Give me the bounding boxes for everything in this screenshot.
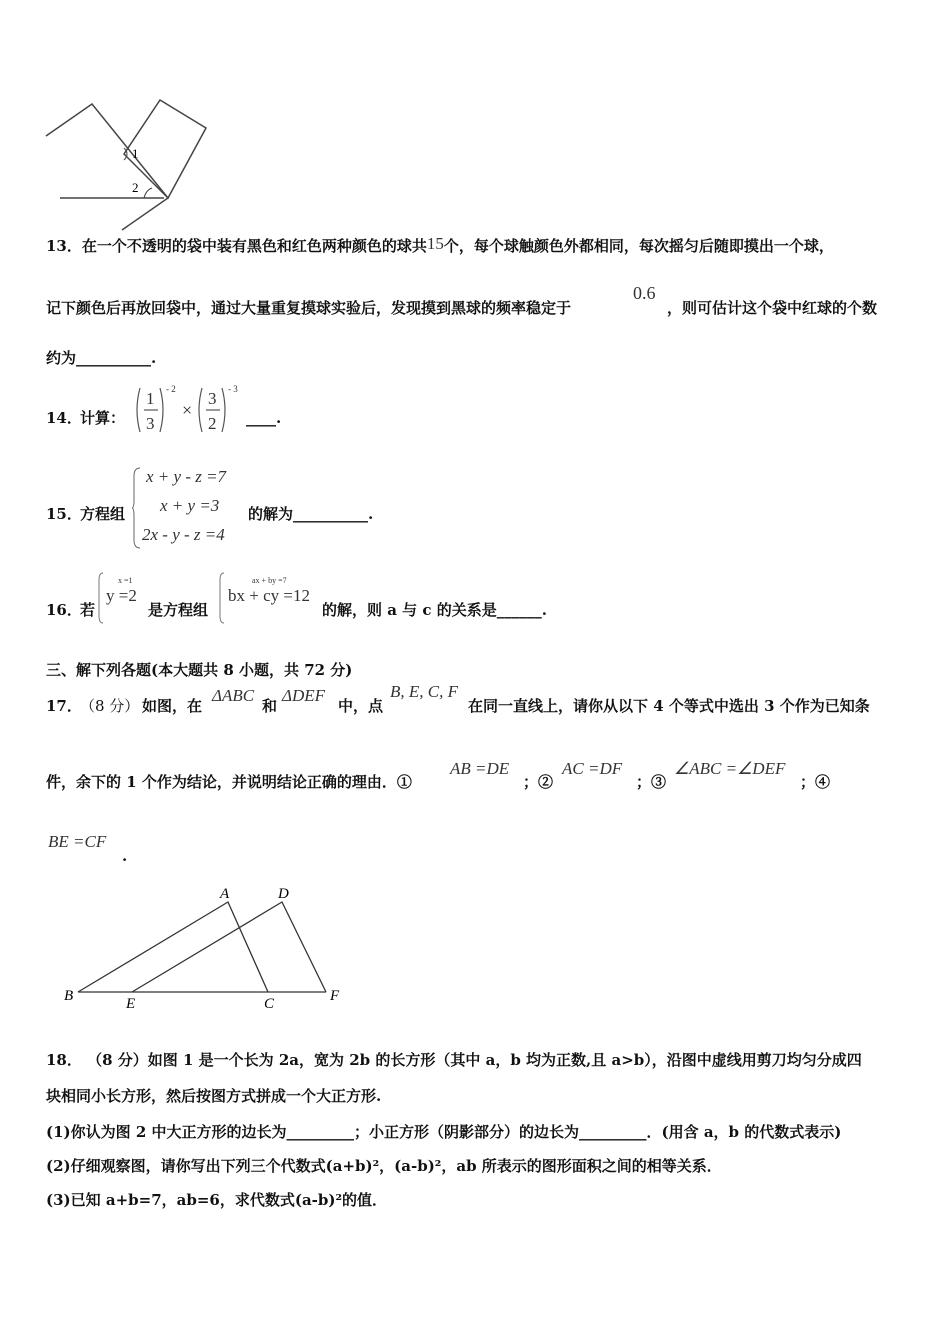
q16-mid: 是方程组 [148,601,209,619]
triangle-abc [78,902,268,992]
angle1-label: 1 [132,146,139,161]
q15-brace [132,466,142,550]
section3-heading: 三、解下列各题(本大题共 8 小题，共 72 分) [46,661,353,679]
q13-count: 15 [426,234,444,253]
q14-fraction2-numerator: 3 [208,389,217,408]
q17-he: 和 [262,697,278,715]
q17-triangle-abc: ΔABC [212,686,255,705]
triangle-def [132,902,326,992]
q14-right-paren-1 [160,388,163,432]
q14-fraction2-denominator: 2 [208,414,217,433]
q18-line1: 18． （8 分）如图 1 是一个长为 2a，宽为 2b 的长方形（其中 a，b 均为正数,且 a>b），沿图中虚线用剪刀均匀分成四 [46,1051,862,1069]
q14-fraction1-denominator: 3 [146,414,155,433]
q17-condition1: AB =DE [450,759,510,778]
q16-solution-x: x =1 [118,576,133,585]
q13-number: 13． [46,237,82,255]
q17-number: 17． [46,697,82,715]
q13-text-a: 在一个不透明的袋中装有黑色和红色两种颜色的球共 [81,237,427,255]
q17-sep1: ；② [523,773,554,791]
q17-sep2: ；③ [636,773,667,791]
q15-after: 的解为__________. [248,505,374,523]
q18-part3: (3)已知 a+b=7，ab=6，求代数式(a-b)²的值． [46,1191,388,1209]
top-rectangles-figure [40,96,215,206]
q13-line3: 约为__________. [46,349,157,367]
q14-label: 计算： [80,409,126,427]
angle2-arc [144,188,152,198]
q15-number: 15． [46,505,82,523]
q15-equation3: 2x - y - z =4 [142,525,225,544]
q17-condition2: AC =DF [562,759,623,778]
q15-equation1: x + y - z =7 [146,467,227,486]
q17-condition3: ∠ABC =∠DEF [674,759,786,778]
vertex-a: A [220,886,230,902]
q17-triangles-figure [60,884,360,1014]
q13-line2b: ，则可估计这个袋中红球的个数 [667,299,878,317]
q17-text1: 如图，在 [142,697,203,715]
q16-tail: 的解，则 a 与 c 的关系是______. [322,601,547,619]
vertex-c: C [264,996,275,1012]
q17-text4: 件，余下的 1 个作为结论，并说明结论正确的理由．① [46,773,412,791]
q15-equation2: x + y =3 [160,496,220,515]
q17-text3: 在同一直线上，请你从以下 4 个等式中选出 3 个作为已知条 [468,697,870,715]
q18-part1: (1)你认为图 2 中大正方形的边长为_________；小正方形（阴影部分）的边长为_________．(用含 a，b 的代数式表示) [46,1123,842,1141]
q17-points: B, E, C, F [390,682,458,701]
q16-number: 16． [46,601,82,619]
q14-left-paren-1 [137,388,140,432]
q16-brace1 [98,572,104,624]
q16-solution-y: y =2 [106,586,137,605]
q17-score: （8 分） [80,697,140,715]
vertex-d: D [278,886,289,902]
q14-expression [132,382,244,438]
q14-exponent2: - 3 [228,384,238,394]
angle2-label: 2 [132,180,139,195]
q13-frequency: 0.6 [633,283,656,303]
q17-text2: 中，点 [338,697,384,715]
q14-fraction1-numerator: 1 [146,389,155,408]
q15-label: 方程组 [80,505,126,523]
q17-end: . [122,847,128,865]
vertex-b: B [64,988,74,1004]
q17-condition4: BE =CF [48,832,107,851]
q16-system-eq1: ax + by =7 [252,576,287,585]
q14-number: 14． [46,409,82,427]
q13-line2a: 记下颜色后再放回袋中，通过大量重复摸球实验后，发现摸到黑球的频率稳定于 [46,299,572,317]
vertex-f: F [330,988,340,1004]
q14-times-sign: × [182,400,193,420]
q16-system-eq2: bx + cy =12 [228,586,310,605]
q17-triangle-def: ΔDEF [282,686,326,705]
q16-brace2 [219,572,225,624]
q18-line2: 块相同小长方形，然后按图方式拼成一个大正方形. [46,1087,382,1105]
q18-part2: (2)仔细观察图，请你写出下列三个代数式(a+b)²，(a-b)²，ab 所表示的图形面积之间的相等关系． [46,1157,722,1175]
q14-blank: ____. [246,409,282,427]
q13-text-b: 个，每个球触颜色外都相同，每次摇匀后随即摸出一个球， [443,237,834,255]
q16-ruo: 若 [80,601,96,619]
q14-exponent1: - 2 [166,384,176,394]
q17-sep3: ；④ [800,773,831,791]
q14-left-paren-2 [199,388,202,432]
q14-right-paren-2 [222,388,225,432]
q13-line1 [46,236,834,256]
vertex-e: E [126,996,136,1012]
figure-left-rectangle [46,104,168,230]
